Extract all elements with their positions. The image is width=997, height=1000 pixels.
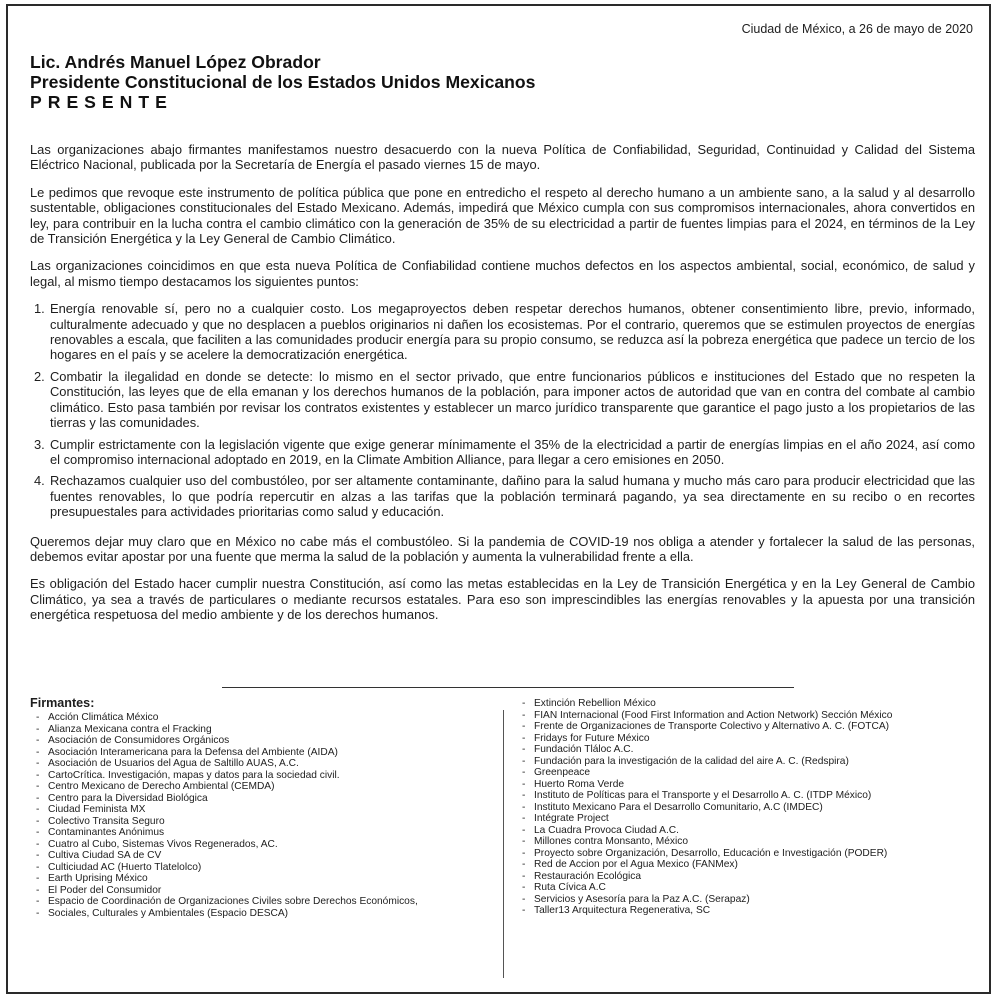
signatory-item: - FIAN Internacional (Food First Information and Action Network) Sección México	[522, 710, 982, 722]
signatory-item: - Intégrate Project	[522, 813, 982, 825]
point-text: Cumplir estrictamente con la legislación vigente que exige generar mínimamente el 35% de la electricidad a partir de energías limpias en el año 2024, así como el compromiso internacional adoptado en 2019, en la Climate Ambition Alliance, para llegar a cero emisiones en 2050.	[50, 436, 975, 467]
signatory-item: - Centro para la Diversidad Biológica	[36, 793, 496, 805]
signatory-item: - Fundación para la investigación de la calidad del aire A. C. (Redspira)	[522, 756, 982, 768]
signatory-item: - Greenpeace	[522, 767, 982, 779]
signatory-item: - La Cuadra Provoca Ciudad A.C.	[522, 825, 982, 837]
letter-date: Ciudad de México, a 26 de mayo de 2020	[741, 22, 973, 36]
signatory-item: - Alianza Mexicana contra el Fracking	[36, 724, 496, 736]
signatory-item: - Asociación de Usuarios del Agua de Saltillo AUAS, A.C.	[36, 758, 496, 770]
point-text: Combatir la ilegalidad en donde se detecte: lo mismo en el sector privado, que entre funcionarios públicos e instituciones del Estado que no respeten la Constitución, las leyes que de ella emanan y los derechos humanos de la población, para imponer actos de autoridad que van en contra del combate al cambio climático. Esto pasa también por revisar los contratos existentes y establecer un marco jurídico transparente que garantice el pago justo a los propietarios de las tierras y las comunidades.	[50, 368, 975, 431]
signatory-item: - Earth Uprising México	[36, 873, 496, 885]
signatory-item: - Fundación Tláloc A.C.	[522, 744, 982, 756]
point-number: 4.	[34, 473, 45, 489]
signatory-item: - Taller13 Arquitectura Regenerativa, SC	[522, 905, 982, 917]
point-number: 2.	[34, 368, 45, 384]
point-number: 3.	[34, 436, 45, 452]
signatories-right-column	[522, 698, 982, 917]
signatory-item: - Instituto de Políticas para el Transporte y el Desarrollo A. C. (ITDP México)	[522, 790, 982, 802]
signatory-item: - Ruta Cívica A.C	[522, 882, 982, 894]
signatory-item: - Colectivo Transita Seguro	[36, 816, 496, 828]
salutation: PRESENTE	[30, 92, 173, 112]
signatory-item: - Frente de Organizaciones de Transporte Colectivo y Alternativo A. C. (FOTCA)	[522, 721, 982, 733]
signatory-item: - Ciudad Feminista MX	[36, 804, 496, 816]
signatures-divider	[222, 687, 794, 688]
signatory-item: - Sociales, Culturales y Ambientales (Espacio DESCA)	[36, 908, 496, 920]
signatory-item: - CartoCrítica. Investigación, mapas y datos para la sociedad civil.	[36, 770, 496, 782]
signatory-item: - Red de Accion por el Agua Mexico (FANMex)	[522, 859, 982, 871]
letter-header	[30, 52, 535, 112]
signatory-item: - Fridays for Future México	[522, 733, 982, 745]
signatory-item: - Cultiva Ciudad SA de CV	[36, 850, 496, 862]
point-item	[30, 473, 975, 519]
point-item	[30, 437, 975, 468]
points-list	[30, 301, 975, 519]
signatory-item: - Acción Climática México	[36, 712, 496, 724]
signatory-item: - Asociación de Consumidores Orgánicos	[36, 735, 496, 747]
signatory-item: - Contaminantes Anónimus	[36, 827, 496, 839]
signatory-item: - Asociación Interamericana para la Defensa del Ambiente (AIDA)	[36, 747, 496, 759]
signatory-item: - Millones contra Monsanto, México	[522, 836, 982, 848]
signatories-title: Firmantes:	[30, 696, 95, 710]
recipient-title: Presidente Constitucional de los Estados Unidos Mexicanos	[30, 72, 536, 92]
column-divider	[503, 710, 504, 978]
signatories-left-column	[36, 712, 496, 919]
signatory-item: - Restauración Ecológica	[522, 871, 982, 883]
paragraph-1: Las organizaciones abajo firmantes manifestamos nuestro desacuerdo con la nueva Política de Confiabilidad, Seguridad, Continuidad y Calidad del Sistema Eléctrico Nacional, publicada por la Secretaría de Energía el pasado viernes 15 de mayo.	[30, 142, 975, 173]
point-text: Rechazamos cualquier uso del combustóleo, por ser altamente contaminante, dañino para la salud humana y mucho más caro para producir electricidad que las fuentes renovables, lo que podría repercutir en alzas a las tarifas que la población terminará pagando, ya sea directamente en su recibo o en recortes presupuestales para actividades prioritarias como salud y educación.	[50, 473, 975, 520]
signatory-item: - Servicios y Asesoría para la Paz A.C. (Serapaz)	[522, 894, 982, 906]
signatory-item: - Culticiudad AC (Huerto Tlatelolco)	[36, 862, 496, 874]
signatory-item: - El Poder del Consumidor	[36, 885, 496, 897]
paragraph-3: Las organizaciones coincidimos en que esta nueva Política de Confiabilidad contiene muchos defectos en los aspectos ambiental, social, económico, de salud y legal, al mismo tiempo destacamos los siguientes puntos:	[30, 258, 975, 289]
signatory-item: - Instituto Mexicano Para el Desarrollo Comunitario, A.C (IMDEC)	[522, 802, 982, 814]
signatory-item: - Proyecto sobre Organización, Desarrollo, Educación e Investigación (PODER)	[522, 848, 982, 860]
point-item	[30, 369, 975, 431]
point-number: 1.	[34, 301, 45, 317]
signatory-item: - Huerto Roma Verde	[522, 779, 982, 791]
paragraph-2: Le pedimos que revoque este instrumento de política pública que pone en entredicho el respeto al derecho humano a un ambiente sano, a la salud y al desarrollo sustentable, obligaciones constitucionales del Estado Mexicano. Además, impedirá que México cumpla con sus compromisos internacionales, ahora convertidos en ley, para contribuir en la lucha contra el cambio climático con la generación de 35% de su electricidad a partir de fuentes limpias para el 2024, en términos de la Ley de Transición Energética y la Ley General de Cambio Climático.	[30, 184, 975, 247]
closing-paragraph-1: Queremos dejar muy claro que en México no cabe más el combustóleo. Si la pandemia de COVID-19 nos obliga a atender y fortalecer la salud de las personas, debemos evitar apostar por una fuente que merma la salud de la población y aumenta la vulnerabilidad frente a ella.	[30, 533, 975, 564]
signatory-item: - Cuatro al Cubo, Sistemas Vivos Regenerados, AC.	[36, 839, 496, 851]
recipient-name: Lic. Andrés Manuel López Obrador	[30, 52, 321, 72]
signatory-item: - Extinción Rebellion México	[522, 698, 982, 710]
signatory-item: - Centro Mexicano de Derecho Ambiental (CEMDA)	[36, 781, 496, 793]
closing-paragraph-2: Es obligación del Estado hacer cumplir nuestra Constitución, así como las metas establecidas en la Ley de Transición Energética y en la Ley General de Cambio Climático, ya sea a través de particulares o mediante recursos estatales. Para eso son imprescindibles las energías renovables y la apuesta por una transición energética respetuosa del medio ambiente y de los derechos humanos.	[30, 576, 975, 623]
point-text: Energía renovable sí, pero no a cualquier costo. Los megaproyectos deben respetar derechos humanos, obtener consentimiento libre, previo, informado, culturalmente adecuado y que no desplacen a pueblos originarios ni dañen los ecosistemas. Por el contrario, queremos que se estimulen proyectos de energías renovables a escala, que faciliten a las comunidades producir energía para su propio consumo, se reduzca así la pobreza energética que padece un tercio de los hogares en el país y se acelere la democratización energética.	[50, 301, 975, 363]
point-item	[30, 301, 975, 363]
signatory-item: - Espacio de Coordinación de Organizaciones Civiles sobre Derechos Económicos,	[36, 896, 496, 908]
letter-body	[30, 142, 975, 635]
